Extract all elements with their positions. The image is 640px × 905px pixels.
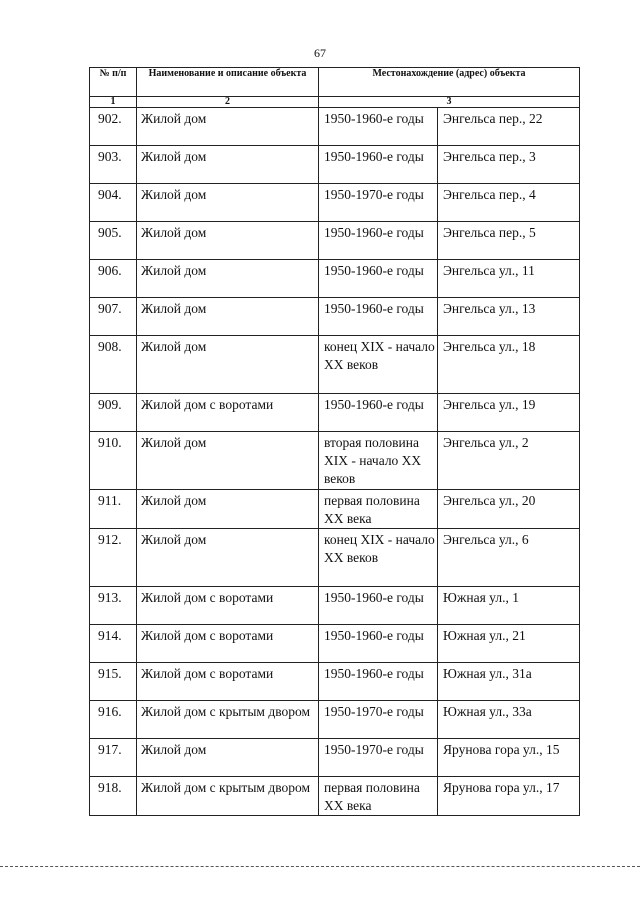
object-name: Жилой дом [137, 336, 319, 394]
object-address: Ярунова гора ул., 15 [438, 739, 580, 777]
table-row [90, 490, 580, 529]
object-period: конец XIX - начало XX веков [319, 336, 438, 394]
object-address: Энгельса ул., 20 [438, 490, 580, 529]
object-number: 914. [90, 625, 137, 663]
object-period: конец XIX - начало XX веков [319, 529, 438, 587]
object-address: Энгельса ул., 18 [438, 336, 580, 394]
page-bottom-edge [0, 866, 640, 867]
object-address: Энгельса ул., 11 [438, 260, 580, 298]
object-address: Энгельса ул., 19 [438, 394, 580, 432]
table-row [90, 739, 580, 777]
table-row [90, 701, 580, 739]
table-row [90, 777, 580, 816]
object-number: 918. [90, 777, 137, 816]
object-period: первая половина XX века [319, 490, 438, 529]
object-period: 1950-1970-е годы [319, 701, 438, 739]
header-name: Наименование и описание объекта [137, 68, 319, 97]
object-period: вторая половина XIX - начало XX веков [319, 432, 438, 490]
table-row [90, 260, 580, 298]
table-row [90, 587, 580, 625]
table-row [90, 222, 580, 260]
table-header-row [90, 68, 580, 97]
object-number: 903. [90, 146, 137, 184]
object-period: 1950-1960-е годы [319, 298, 438, 336]
object-address: Энгельса пер., 22 [438, 108, 580, 146]
object-number: 911. [90, 490, 137, 529]
column-number-1: 1 [90, 97, 137, 108]
object-number: 912. [90, 529, 137, 587]
object-number: 907. [90, 298, 137, 336]
object-address: Южная ул., 21 [438, 625, 580, 663]
table-row [90, 108, 580, 146]
object-address: Южная ул., 33а [438, 701, 580, 739]
object-address: Энгельса ул., 6 [438, 529, 580, 587]
object-name: Жилой дом [137, 298, 319, 336]
table-row [90, 336, 580, 394]
table-row [90, 529, 580, 587]
object-address: Ярунова гора ул., 17 [438, 777, 580, 816]
object-period: первая половина XX века [319, 777, 438, 816]
object-name: Жилой дом [137, 529, 319, 587]
object-number: 909. [90, 394, 137, 432]
object-address: Энгельса пер., 5 [438, 222, 580, 260]
object-address: Южная ул., 1 [438, 587, 580, 625]
object-number: 902. [90, 108, 137, 146]
table-row [90, 146, 580, 184]
object-name: Жилой дом с крытым двором [137, 777, 319, 816]
object-name: Жилой дом [137, 146, 319, 184]
object-name: Жилой дом [137, 184, 319, 222]
object-name: Жилой дом с воротами [137, 394, 319, 432]
object-number: 916. [90, 701, 137, 739]
object-period: 1950-1960-е годы [319, 625, 438, 663]
object-name: Жилой дом с воротами [137, 625, 319, 663]
object-name: Жилой дом [137, 108, 319, 146]
table-row [90, 432, 580, 490]
object-period: 1950-1960-е годы [319, 260, 438, 298]
object-address: Энгельса ул., 13 [438, 298, 580, 336]
header-number: № п/п [90, 68, 137, 97]
object-period: 1950-1960-е годы [319, 587, 438, 625]
object-name: Жилой дом [137, 222, 319, 260]
object-period: 1950-1960-е годы [319, 146, 438, 184]
object-number: 917. [90, 739, 137, 777]
table-row [90, 625, 580, 663]
object-number: 913. [90, 587, 137, 625]
object-address: Энгельса пер., 4 [438, 184, 580, 222]
object-period: 1950-1960-е годы [319, 108, 438, 146]
table-row [90, 394, 580, 432]
column-number-3: 3 [319, 97, 580, 108]
object-name: Жилой дом [137, 490, 319, 529]
object-address: Энгельса пер., 3 [438, 146, 580, 184]
object-number: 906. [90, 260, 137, 298]
object-name: Жилой дом с крытым двором [137, 701, 319, 739]
object-name: Жилой дом [137, 739, 319, 777]
object-period: 1950-1960-е годы [319, 222, 438, 260]
page-number: 67 [314, 46, 326, 60]
object-period: 1950-1960-е годы [319, 394, 438, 432]
object-period: 1950-1960-е годы [319, 663, 438, 701]
object-number: 910. [90, 432, 137, 490]
column-number-2: 2 [137, 97, 319, 108]
table-row [90, 184, 580, 222]
object-number: 904. [90, 184, 137, 222]
header-location: Местонахождение (адрес) объекта [319, 68, 580, 97]
object-name: Жилой дом с воротами [137, 663, 319, 701]
object-address: Южная ул., 31а [438, 663, 580, 701]
heritage-objects-table [89, 67, 580, 816]
table-row [90, 663, 580, 701]
table-row [90, 298, 580, 336]
object-number: 908. [90, 336, 137, 394]
object-address: Энгельса ул., 2 [438, 432, 580, 490]
column-number-row [90, 97, 580, 108]
object-period: 1950-1970-е годы [319, 184, 438, 222]
object-number: 915. [90, 663, 137, 701]
table-body [90, 108, 580, 816]
object-period: 1950-1970-е годы [319, 739, 438, 777]
object-name: Жилой дом [137, 432, 319, 490]
object-name: Жилой дом [137, 260, 319, 298]
object-name: Жилой дом с воротами [137, 587, 319, 625]
object-number: 905. [90, 222, 137, 260]
